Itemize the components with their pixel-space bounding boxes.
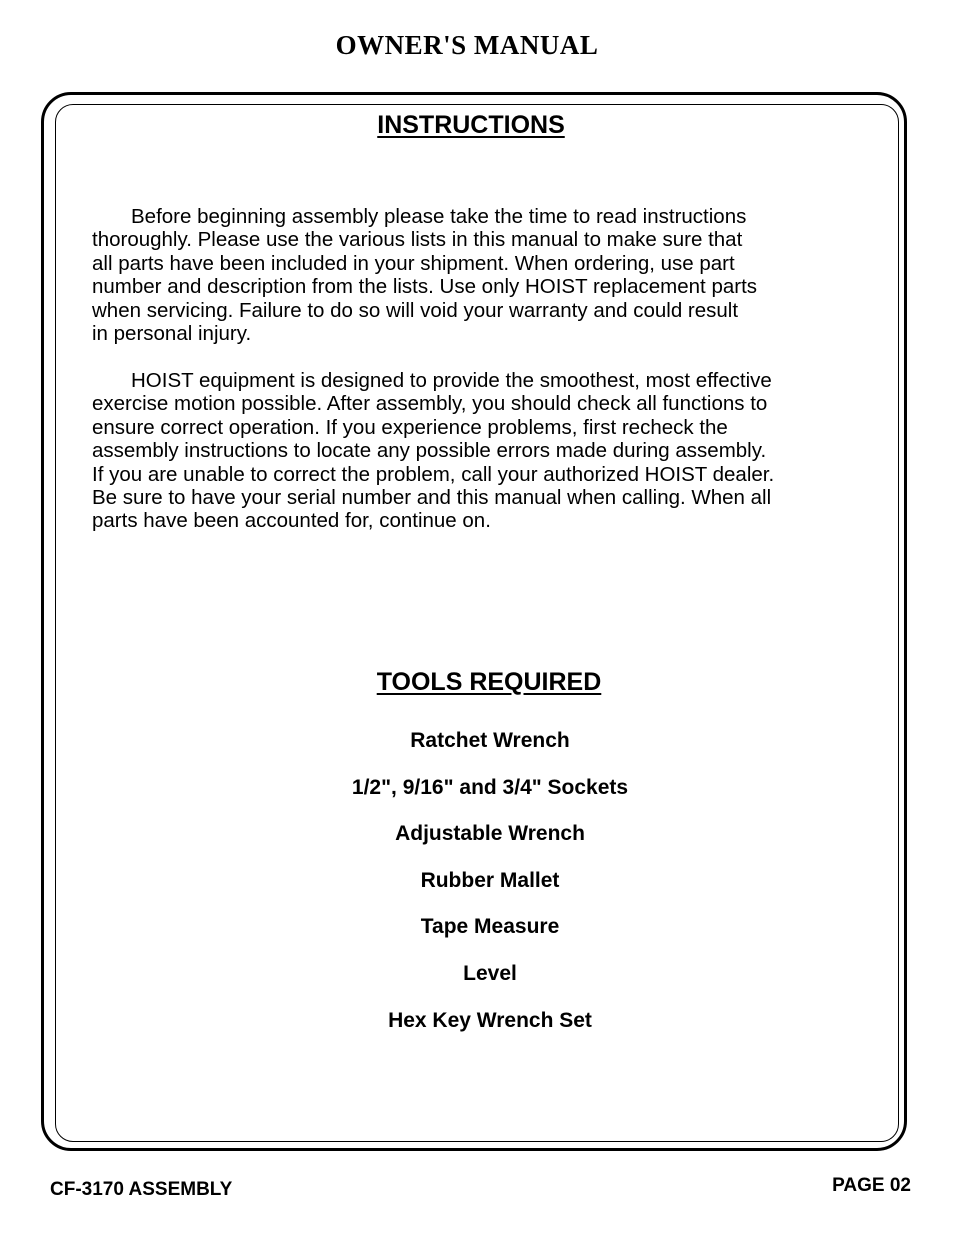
- footer-page-number: PAGE 02: [832, 1175, 911, 1196]
- paragraph-line: assembly instructions to locate any possible errors made during assembly.: [92, 439, 767, 463]
- page-header-title: OWNER'S MANUAL: [335, 30, 599, 60]
- paragraph-line: when servicing. Failure to do so will void your warranty and could result: [92, 298, 739, 322]
- tool-item: Level: [463, 961, 517, 985]
- tool-item: Ratchet Wrench: [410, 729, 570, 752]
- paragraph-line: ensure correct operation. If you experience problems, first recheck the: [92, 415, 728, 439]
- instructions-paragraph-2: [92, 369, 862, 533]
- instructions-paragraph-1: [92, 205, 862, 345]
- tools-heading: TOOLS REQUIRED: [376, 668, 602, 696]
- paragraph-line: exercise motion possible. After assembly, you should check all functions to: [92, 392, 768, 416]
- paragraph-line: Be sure to have your serial number and this manual when calling. When all: [92, 486, 772, 510]
- tools-list: [0, 728, 954, 1054]
- tool-item: Tape Measure: [420, 915, 560, 939]
- paragraph-line: all parts have been included in your shipment. When ordering, use part: [92, 251, 735, 275]
- paragraph-line: number and description from the lists. Use only HOIST replacement parts: [92, 275, 758, 299]
- footer-model: CF-3170 ASSEMBLY: [50, 1179, 233, 1200]
- paragraph-line: in personal injury.: [92, 322, 252, 346]
- tool-item: 1/2", 9/16" and 3/4" Sockets: [351, 775, 629, 799]
- instructions-heading: INSTRUCTIONS: [377, 111, 565, 139]
- paragraph-line: HOIST equipment is designed to provide the smoothest, most effective: [131, 369, 772, 392]
- tool-item: Adjustable Wrench: [395, 822, 585, 846]
- tool-item: Rubber Mallet: [420, 868, 560, 892]
- paragraph-line: If you are unable to correct the problem, call your authorized HOIST dealer.: [92, 462, 775, 486]
- paragraph-line: Before beginning assembly please take the time to read instructions: [131, 205, 747, 228]
- paragraph-line: parts have been accounted for, continue on.: [92, 509, 491, 533]
- tool-item: Hex Key Wrench Set: [388, 1008, 592, 1032]
- paragraph-line: thoroughly. Please use the various lists in this manual to make sure that: [92, 228, 743, 252]
